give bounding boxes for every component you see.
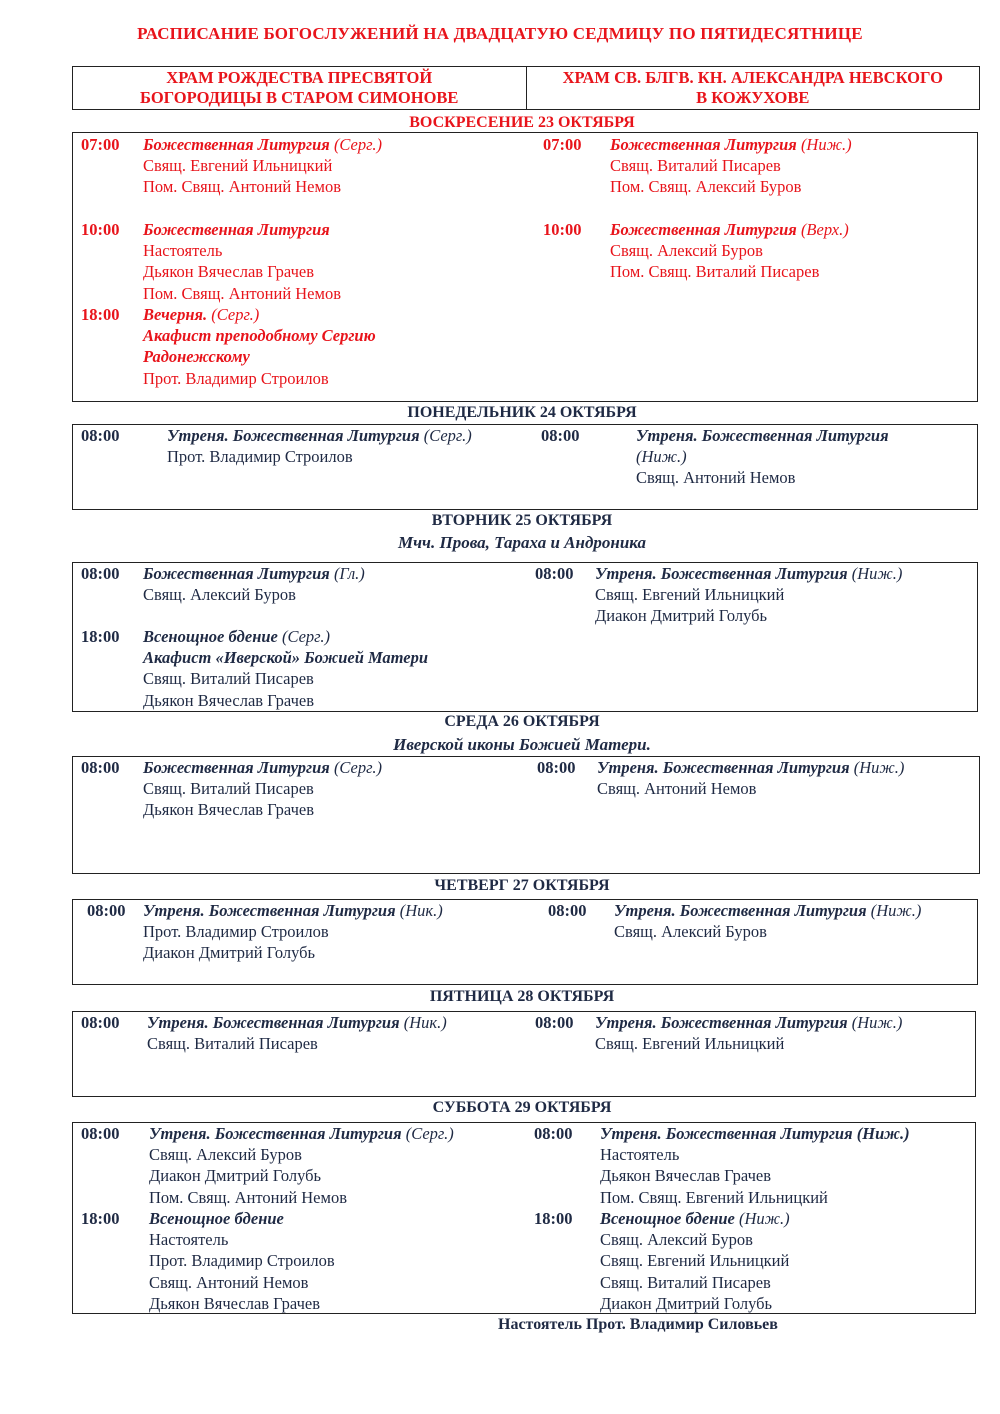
service-time: 18:00	[81, 305, 120, 324]
service-location: (Ниж.)	[636, 447, 687, 467]
service-time: 18:00	[81, 627, 120, 646]
service-time: 07:00	[543, 135, 582, 154]
service-time: 08:00	[534, 1124, 573, 1143]
service-name: Утреня. Божественная Литургия	[614, 901, 867, 920]
service-entry: 08:00 Утреня. Божественная Литургия (Ник.) Прот. Владимир Строилов Диакон Дмитрий Голубь	[87, 900, 527, 964]
clergy-name: Дьякон Вячеслав Грачев	[600, 1166, 772, 1186]
day-heading-monday: ПОНЕДЕЛЬНИК 24 ОКТЯБРЯ	[407, 404, 637, 421]
service-name: Божественная Литургия	[610, 220, 797, 239]
clergy-name: Дьякон Вячеслав Грачев	[143, 690, 315, 710]
service-time: 08:00	[81, 758, 120, 777]
service-entry: 08:00 Утреня. Божественная Литургия (Серг.) Свящ. Алексий Буров Диакон Дмитрий Голубь Пом. Свящ. Антоний Немов	[81, 1123, 521, 1208]
service-time: 08:00	[81, 564, 120, 583]
clergy-name: Свящ. Евгений Ильницкий	[143, 156, 333, 176]
service-time: 08:00	[535, 564, 574, 583]
clergy-name: Пом. Свящ. Антоний Немов	[143, 283, 341, 303]
service-entry: 08:00 Утреня. Божественная Литургия (Серг.) Прот. Владимир Строилов	[81, 425, 521, 467]
clergy-name: Свящ. Виталий Писарев	[600, 1272, 771, 1292]
clergy-name: Настоятель	[143, 241, 223, 261]
temples-header	[72, 66, 980, 110]
service-name: Утреня. Божественная Литургия	[167, 426, 420, 445]
clergy-name: Настоятель	[600, 1145, 680, 1165]
clergy-name: Прот. Владимир Строилов	[167, 447, 353, 467]
day-heading-wednesday: СРЕДА 26 ОКТЯБРЯ	[444, 713, 600, 730]
clergy-name: Свящ. Евгений Ильницкий	[595, 585, 785, 605]
service-entry: 08:00 Утреня. Божественная Литургия (Ниж.) Свящ. Антоний Немов	[537, 757, 967, 799]
service-extra: Акафист «Иверской» Божией Матери	[143, 648, 429, 668]
service-name: Божественная Литургия	[143, 135, 330, 154]
clergy-name: Свящ. Виталий Писарев	[147, 1034, 318, 1054]
clergy-name: Пом. Свящ. Антоний Немов	[143, 177, 341, 197]
service-entry: 18:00 Всенощное бдение (Серг.) Акафист «Иверской» Божией Матери Свящ. Виталий Писарев Дьякон Вячеслав Грачев	[81, 626, 521, 711]
service-entry: 18:00 Всенощное бдение (Ниж.) Свящ. Алексий Буров Свящ. Евгений Ильницкий Свящ. Виталий Писарев Диакон Дмитрий Голубь	[534, 1208, 964, 1314]
service-time: 08:00	[81, 1013, 120, 1032]
day-heading-sunday: ВОСКРЕСЕНИЕ 23 ОКТЯБРЯ	[409, 114, 635, 131]
service-time: 07:00	[81, 135, 120, 154]
service-entry: 08:00 Утреня. Божественная Литургия (Ник.) Свящ. Виталий Писарев	[81, 1012, 521, 1054]
clergy-name: Свящ. Евгений Ильницкий	[600, 1251, 790, 1271]
clergy-name: Свящ. Антоний Немов	[597, 779, 757, 799]
service-name: Вечерня.	[143, 305, 208, 324]
service-time: 08:00	[81, 1124, 120, 1143]
service-name: Утреня. Божественная Литургия	[595, 1013, 848, 1032]
service-time: 08:00	[535, 1013, 574, 1032]
clergy-name: Свящ. Антоний Немов	[636, 468, 796, 488]
clergy-name: Диакон Дмитрий Голубь	[143, 943, 316, 963]
clergy-name: Свящ. Алексий Буров	[614, 922, 767, 942]
service-entry: 07:00 Божественная Литургия (Ниж.) Свящ. Виталий Писарев Пом. Свящ. Алексий Буров	[543, 134, 963, 198]
day-heading-tuesday: ВТОРНИК 25 ОКТЯБРЯ	[431, 512, 613, 529]
clergy-name: Пом. Свящ. Антоний Немов	[149, 1187, 347, 1207]
clergy-name: Свящ. Виталий Писарев	[143, 669, 314, 689]
page-title: РАСПИСАНИЕ БОГОСЛУЖЕНИЙ НА ДВАДЦАТУЮ СЕДМИЦУ ПО ПЯТИДЕСЯТНИЦЕ	[137, 24, 863, 43]
clergy-name: Свящ. Алексий Буров	[149, 1145, 302, 1165]
clergy-name: Прот. Владимир Строилов	[143, 368, 329, 388]
service-entry: 08:00 Утреня. Божественная Литургия (Ниж.) Свящ. Евгений Ильницкий	[535, 1012, 965, 1054]
service-name: Утреня. Божественная Литургия	[636, 426, 889, 445]
service-time: 18:00	[534, 1209, 573, 1228]
service-entry: 18:00 Вечерня. (Серг.) Акафист преподобному Сергию Радонежскому Прот. Владимир Строилов	[81, 304, 521, 389]
clergy-name: Свящ. Евгений Ильницкий	[595, 1034, 785, 1054]
clergy-name: Свящ. Виталий Писарев	[610, 156, 781, 176]
service-name: Утреня. Божественная Литургия	[597, 758, 850, 777]
clergy-name: Прот. Владимир Строилов	[149, 1251, 335, 1271]
temple-right: ХРАМ СВ. БЛГВ. КН. АЛЕКСАНДРА НЕВСКОГО В КОЖУХОВЕ	[562, 68, 943, 107]
clergy-name: Диакон Дмитрий Голубь	[600, 1293, 773, 1313]
clergy-name: Свящ. Алексий Буров	[610, 241, 763, 261]
feast-tuesday: Мчч. Прова, Тараха и Андроника	[398, 533, 646, 552]
service-name: Утреня. Божественная Литургия	[149, 1124, 402, 1143]
clergy-name: Дьякон Вячеслав Грачев	[149, 1293, 321, 1313]
temple-left: ХРАМ РОЖДЕСТВА ПРЕСВЯТОЙ БОГОРОДИЦЫ В СТАРОМ СИМОНОВЕ	[73, 67, 527, 109]
clergy-name: Дьякон Вячеслав Грачев	[143, 262, 315, 282]
service-name: Божественная Литургия	[610, 135, 797, 154]
clergy-name: Пом. Свящ. Виталий Писарев	[610, 262, 820, 282]
clergy-name: Пом. Свящ. Евгений Ильницкий	[600, 1187, 828, 1207]
clergy-name: Диакон Дмитрий Голубь	[149, 1166, 322, 1186]
service-time: 10:00	[81, 220, 120, 239]
service-name: Всенощное бдение	[143, 627, 278, 646]
clergy-name: Дьякон Вячеслав Грачев	[143, 800, 315, 820]
clergy-name: Свящ. Алексий Буров	[600, 1230, 753, 1250]
footer-signature: Настоятель Прот. Владимир Силовьев	[498, 1316, 778, 1333]
day-heading-thursday: ЧЕТВЕРГ 27 ОКТЯБРЯ	[434, 877, 610, 894]
service-entry: 10:00 Божественная Литургия (Верх.) Свящ. Алексий Буров Пом. Свящ. Виталий Писарев	[543, 219, 963, 283]
service-location: (Серг.)	[329, 135, 382, 154]
clergy-name: Свящ. Виталий Писарев	[143, 779, 314, 799]
service-entry: 08:00 Божественная Литургия (Серг.) Свящ. Виталий Писарев Дьякон Вячеслав Грачев	[81, 757, 521, 821]
service-name: Утреня. Божественная Литургия	[600, 1124, 853, 1143]
service-name: Утреня. Божественная Литургия	[595, 564, 848, 583]
service-name: Божественная Литургия	[143, 220, 330, 239]
service-entry: 08:00 Утреня. Божественная Литургия (Ниж.) Настоятель Дьякон Вячеслав Грачев Пом. Свящ. Евгений Ильницкий	[534, 1123, 964, 1208]
service-name: Утреня. Божественная Литургия	[147, 1013, 400, 1032]
day-heading-friday: ПЯТНИЦА 28 ОКТЯБРЯ	[429, 988, 615, 1005]
clergy-name: Свящ. Алексий Буров	[143, 585, 296, 605]
service-name: Божественная Литургия	[143, 564, 330, 583]
clergy-name: Свящ. Антоний Немов	[149, 1272, 309, 1292]
day-heading-saturday: СУББОТА 29 ОКТЯБРЯ	[432, 1099, 612, 1116]
service-entry	[541, 425, 961, 489]
service-extra: Акафист преподобному Сергию Радонежскому	[143, 326, 376, 367]
service-time: 18:00	[81, 1209, 120, 1228]
service-time: 08:00	[537, 758, 576, 777]
clergy-name: Диакон Дмитрий Голубь	[595, 606, 768, 626]
clergy-name: Прот. Владимир Строилов	[143, 922, 329, 942]
service-time: 08:00	[548, 901, 587, 920]
service-name: Божественная Литургия	[143, 758, 330, 777]
clergy-name: Настоятель	[149, 1230, 229, 1250]
service-name: Всенощное бдение	[149, 1209, 284, 1228]
service-entry: 08:00 Божественная Литургия (Гл.) Свящ. Алексий Буров	[81, 563, 521, 605]
service-entry: 08:00 Утреня. Божественная Литургия (Ниж.) Свящ. Евгений Ильницкий Диакон Дмитрий Голубь	[535, 563, 965, 627]
clergy-name: Пом. Свящ. Алексий Буров	[610, 177, 802, 197]
service-name: Всенощное бдение	[600, 1209, 735, 1228]
service-time: 10:00	[543, 220, 582, 239]
service-time: 08:00	[81, 426, 120, 445]
service-entry	[81, 219, 521, 304]
service-name: Утреня. Божественная Литургия	[143, 901, 396, 920]
service-entry	[81, 1208, 521, 1314]
service-entry	[81, 134, 521, 198]
service-entry: 08:00 Утреня. Божественная Литургия (Ниж.) Свящ. Алексий Буров	[548, 900, 968, 942]
feast-wednesday: Иверской иконы Божией Матери.	[393, 735, 651, 754]
service-time: 08:00	[87, 901, 126, 920]
service-time: 08:00	[541, 426, 580, 445]
